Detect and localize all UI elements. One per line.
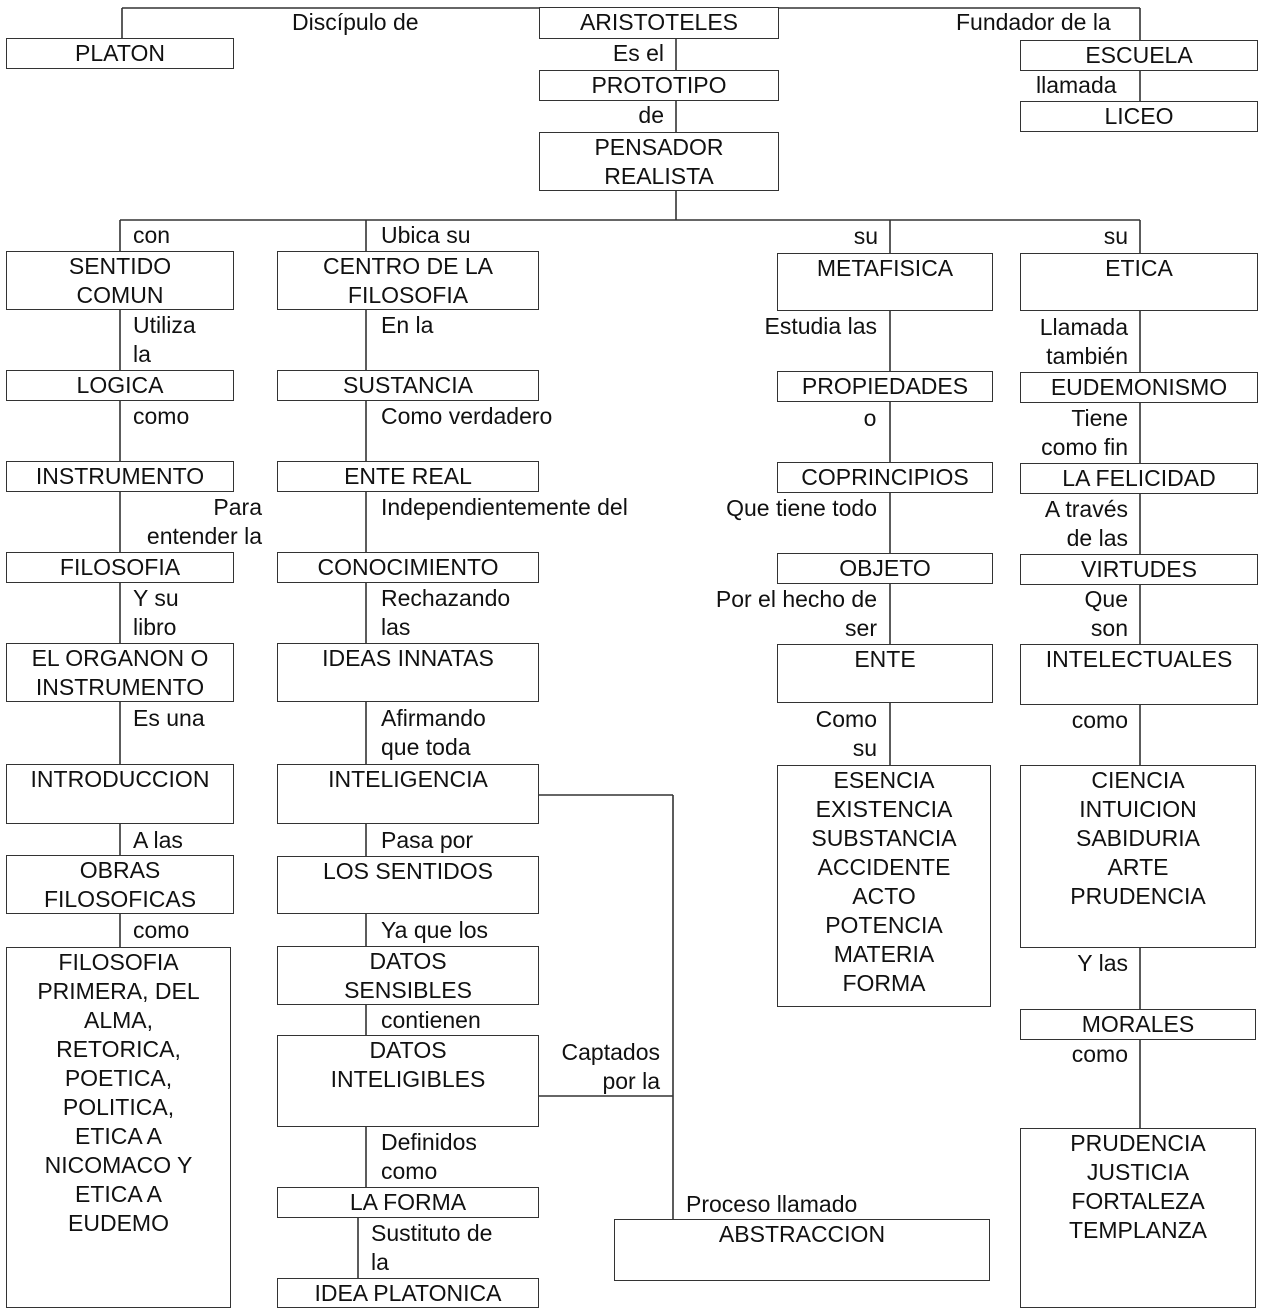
label-contienen: contienen — [381, 1007, 481, 1033]
box-morales: MORALES — [1020, 1009, 1256, 1040]
box-etica: ETICA — [1020, 253, 1258, 311]
box-datos-inteligibles: DATOS INTELIGIBLES — [277, 1035, 539, 1127]
box-instrumento: INSTRUMENTO — [6, 461, 234, 492]
label-proceso-llamado: Proceso llamado — [686, 1191, 858, 1217]
label-su-etica: su — [1103, 223, 1128, 249]
box-morales-list: PRUDENCIA JUSTICIA FORTALEZA TEMPLANZA — [1020, 1128, 1256, 1308]
box-platon: PLATON — [6, 38, 234, 69]
box-propiedades: PROPIEDADES — [777, 371, 993, 402]
label-definidos-como: Definidos como — [381, 1129, 477, 1184]
label-estudia-las: Estudia las — [764, 313, 877, 339]
box-ente-real: ENTE REAL — [277, 461, 539, 492]
box-liceo: LICEO — [1020, 101, 1258, 132]
label-como-verdadero: Como verdadero — [381, 403, 553, 429]
box-la-felicidad: LA FELICIDAD — [1020, 463, 1258, 494]
label-fundador-de-la: Fundador de la — [956, 9, 1111, 35]
label-con: con — [133, 222, 171, 248]
box-virtudes: VIRTUDES — [1020, 554, 1258, 585]
box-intelectuales: INTELECTUALES — [1020, 644, 1258, 705]
box-escuela: ESCUELA — [1020, 40, 1258, 71]
box-centro-filosofia: CENTRO DE LA FILOSOFIA — [277, 251, 539, 310]
label-o: o — [863, 405, 877, 431]
label-que-son: Que son — [1084, 586, 1128, 641]
box-obras-list: FILOSOFIA PRIMERA, DEL ALMA, RETORICA, POETICA, POLITICA, ETICA A NICOMACO Y ETICA A EUDEMO — [6, 947, 231, 1308]
box-ente: ENTE — [777, 644, 993, 703]
label-y-su-libro: Y su libro — [133, 585, 179, 640]
label-como-su: Como su — [815, 706, 877, 761]
box-metafisica: METAFISICA — [777, 253, 993, 311]
label-como-4: como — [1071, 1041, 1128, 1067]
box-la-forma: LA FORMA — [277, 1187, 539, 1218]
box-inteligencia: INTELIGENCIA — [277, 764, 539, 824]
label-ya-que-los: Ya que los — [381, 917, 488, 943]
box-organon: EL ORGANON O INSTRUMENTO — [6, 643, 234, 702]
label-llamada-tambien: Llamada también — [1039, 314, 1128, 369]
label-a-traves-de-las: A través de las — [1044, 496, 1128, 551]
label-es-el: Es el — [612, 40, 664, 66]
label-que-tiene-todo: Que tiene todo — [726, 495, 877, 521]
label-utiliza-la: Utiliza la — [133, 312, 196, 367]
box-prototipo: PROTOTIPO — [539, 70, 779, 101]
box-pensador-realista: PENSADOR REALISTA — [539, 132, 779, 191]
label-como-1: como — [133, 403, 190, 429]
label-su-metafisica: su — [853, 223, 878, 249]
label-pasa-por: Pasa por — [381, 827, 474, 853]
label-sustituto-de-la: Sustituto de la — [371, 1220, 493, 1275]
label-discipulo-de: Discípulo de — [292, 9, 419, 35]
box-abstraccion: ABSTRACCION — [614, 1219, 990, 1281]
box-introduccion: INTRODUCCION — [6, 764, 234, 824]
label-para-entender: Para entender la — [146, 494, 262, 549]
label-por-el-hecho-de-ser: Por el hecho de ser — [715, 586, 877, 641]
box-sentido-comun: SENTIDO COMUN — [6, 251, 234, 310]
label-captados-por-la: Captados por la — [561, 1039, 660, 1094]
box-objeto: OBJETO — [777, 553, 993, 584]
label-independientemente-del: Independientemente del — [381, 494, 628, 520]
label-llamada: llamada — [1036, 72, 1117, 98]
box-sustancia: SUSTANCIA — [277, 370, 539, 401]
box-aristoteles: ARISTOTELES — [539, 7, 779, 39]
label-en-la: En la — [381, 312, 434, 338]
box-los-sentidos: LOS SENTIDOS — [277, 856, 539, 914]
box-intelectuales-list: CIENCIA INTUICION SABIDURIA ARTE PRUDENCIA — [1020, 765, 1256, 948]
box-coprincipios: COPRINCIPIOS — [777, 462, 993, 493]
label-ubica-su: Ubica su — [381, 222, 471, 248]
box-eudemonismo: EUDEMONISMO — [1020, 372, 1258, 403]
label-tiene-como-fin: Tiene como fin — [1041, 405, 1128, 460]
label-rechazando-las: Rechazando las — [381, 585, 511, 640]
box-obras-filosoficas: OBRAS FILOSOFICAS — [6, 855, 234, 914]
box-ideas-innatas: IDEAS INNATAS — [277, 643, 539, 702]
box-conocimiento: CONOCIMIENTO — [277, 552, 539, 583]
box-datos-sensibles: DATOS SENSIBLES — [277, 946, 539, 1005]
label-afirmando-que-toda: Afirmando que toda — [381, 705, 486, 760]
box-ente-list: ESENCIA EXISTENCIA SUBSTANCIA ACCIDENTE ACTO POTENCIA MATERIA FORMA — [777, 765, 991, 1007]
box-filosofia: FILOSOFIA — [6, 552, 234, 583]
label-de: de — [638, 102, 664, 128]
label-a-las: A las — [133, 827, 183, 853]
box-idea-platonica: IDEA PLATONICA — [277, 1278, 539, 1308]
label-y-las: Y las — [1077, 950, 1128, 976]
label-es-una: Es una — [133, 705, 205, 731]
label-como-3: como — [1071, 707, 1128, 733]
label-como-2: como — [133, 917, 190, 943]
box-logica: LOGICA — [6, 370, 234, 401]
